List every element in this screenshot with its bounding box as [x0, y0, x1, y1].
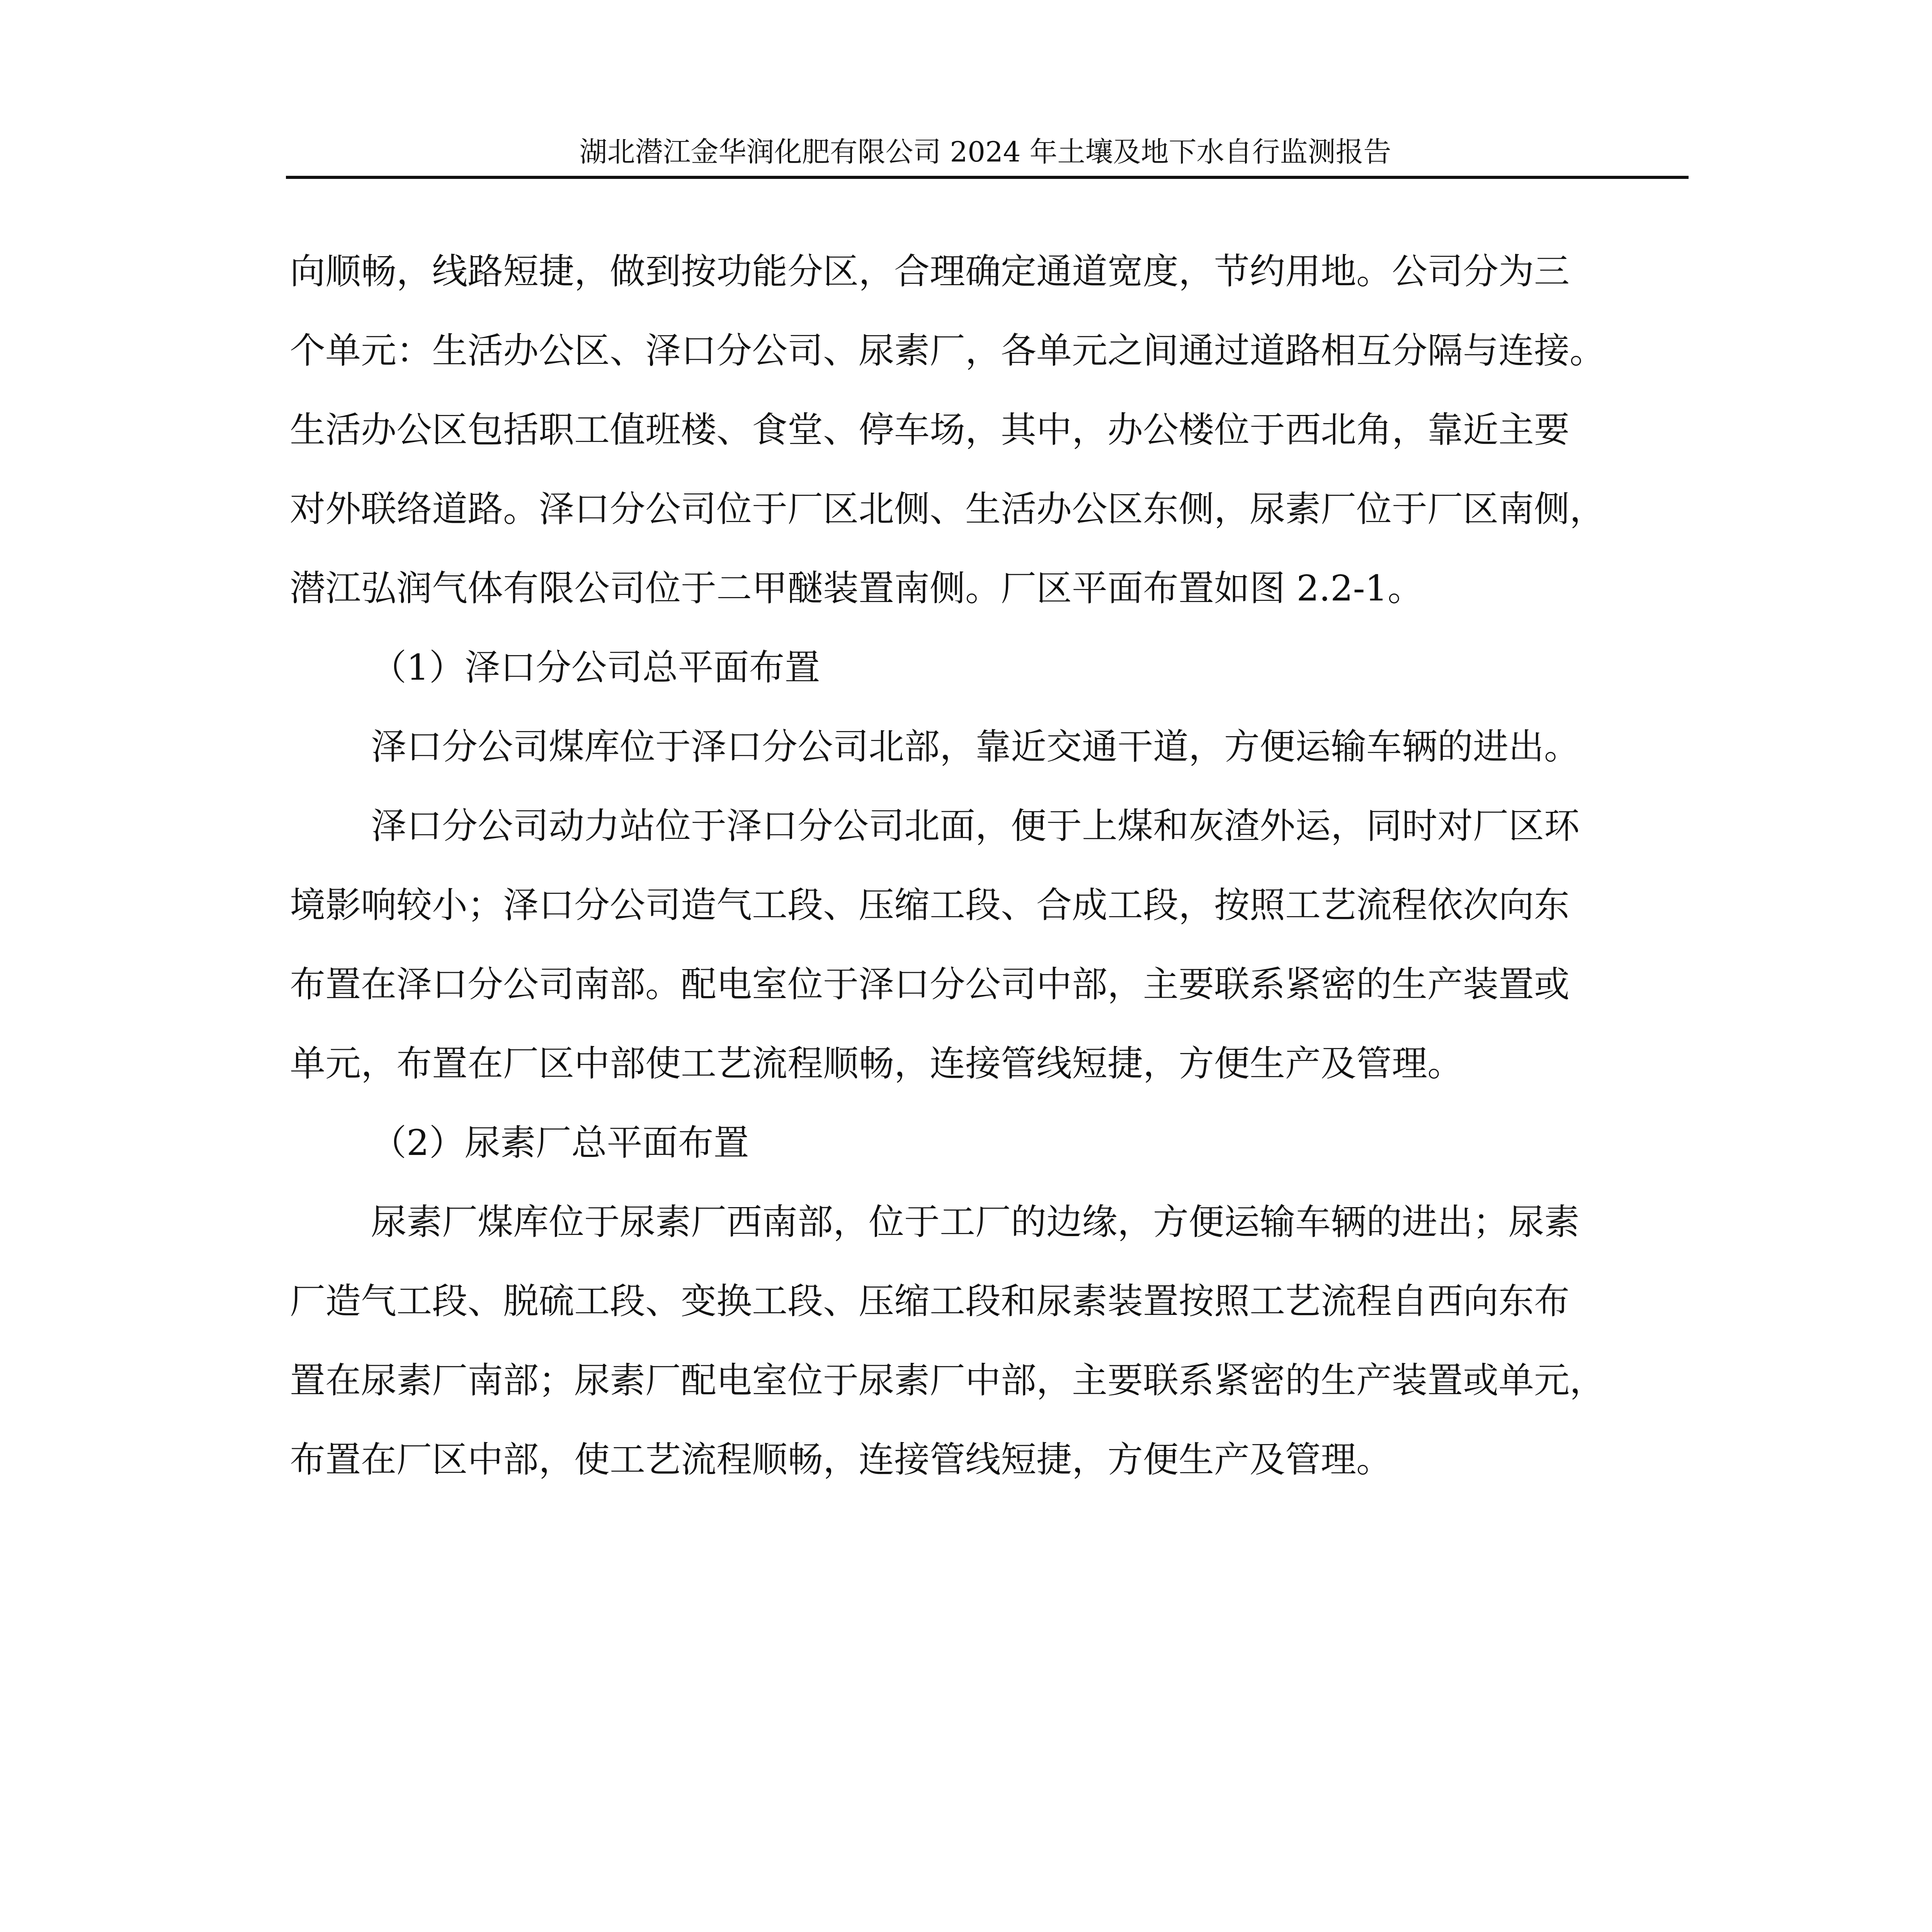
- body-line: 厂造气工段、脱硫工段、变换工段、压缩工段和尿素装置按照工艺流程自西向东布: [290, 1281, 1570, 1322]
- body-line: 个单元：生活办公区、泽口分公司、尿素厂，各单元之间通过道路相互分隔与连接。: [290, 330, 1605, 371]
- body-line: 布置在厂区中部，使工艺流程顺畅，连接管线短捷，方便生产及管理。: [290, 1439, 1392, 1480]
- body-line: 对外联络道路。泽口分公司位于厂区北侧、生活办公区东侧，尿素厂位于厂区南侧，: [290, 488, 1605, 530]
- body-line: 尿素厂煤库位于尿素厂西南部，位于工厂的边缘，方便运输车辆的进出；尿素: [371, 1201, 1580, 1243]
- running-header: 湖北潜江金华润化肥有限公司 2024 年土壤及地下水自行监测报告: [579, 136, 1391, 168]
- body-line: 境影响较小；泽口分公司造气工段、压缩工段、合成工段，按照工艺流程依次向东: [290, 884, 1570, 926]
- body-line: 单元，布置在厂区中部使工艺流程顺畅，连接管线短捷，方便生产及管理。: [290, 1043, 1463, 1084]
- section-heading: （1）泽口分公司总平面布置: [371, 647, 820, 688]
- section-heading: （2）尿素厂总平面布置: [371, 1122, 749, 1163]
- body-line: 潜江弘润气体有限公司位于二甲醚装置南侧。厂区平面布置如图 2.2-1。: [290, 568, 1423, 609]
- body-line: 生活办公区包括职工值班楼、食堂、停车场，其中，办公楼位于西北角，靠近主要: [290, 409, 1570, 451]
- body-line: 向顺畅，线路短捷，做到按功能分区，合理确定通道宽度，节约用地。公司分为三: [290, 251, 1570, 292]
- body-text: [290, 232, 1696, 1499]
- body-line: 布置在泽口分公司南部。配电室位于泽口分公司中部，主要联系紧密的生产装置或: [290, 964, 1570, 1005]
- header-divider: [286, 176, 1689, 179]
- body-line: 泽口分公司动力站位于泽口分公司北面，便于上煤和灰渣外运，同时对厂区环: [371, 805, 1580, 847]
- body-line: 泽口分公司煤库位于泽口分公司北部，靠近交通干道，方便运输车辆的进出。: [371, 726, 1580, 767]
- body-line: 置在尿素厂南部；尿素厂配电室位于尿素厂中部，主要联系紧密的生产装置或单元，: [290, 1360, 1605, 1401]
